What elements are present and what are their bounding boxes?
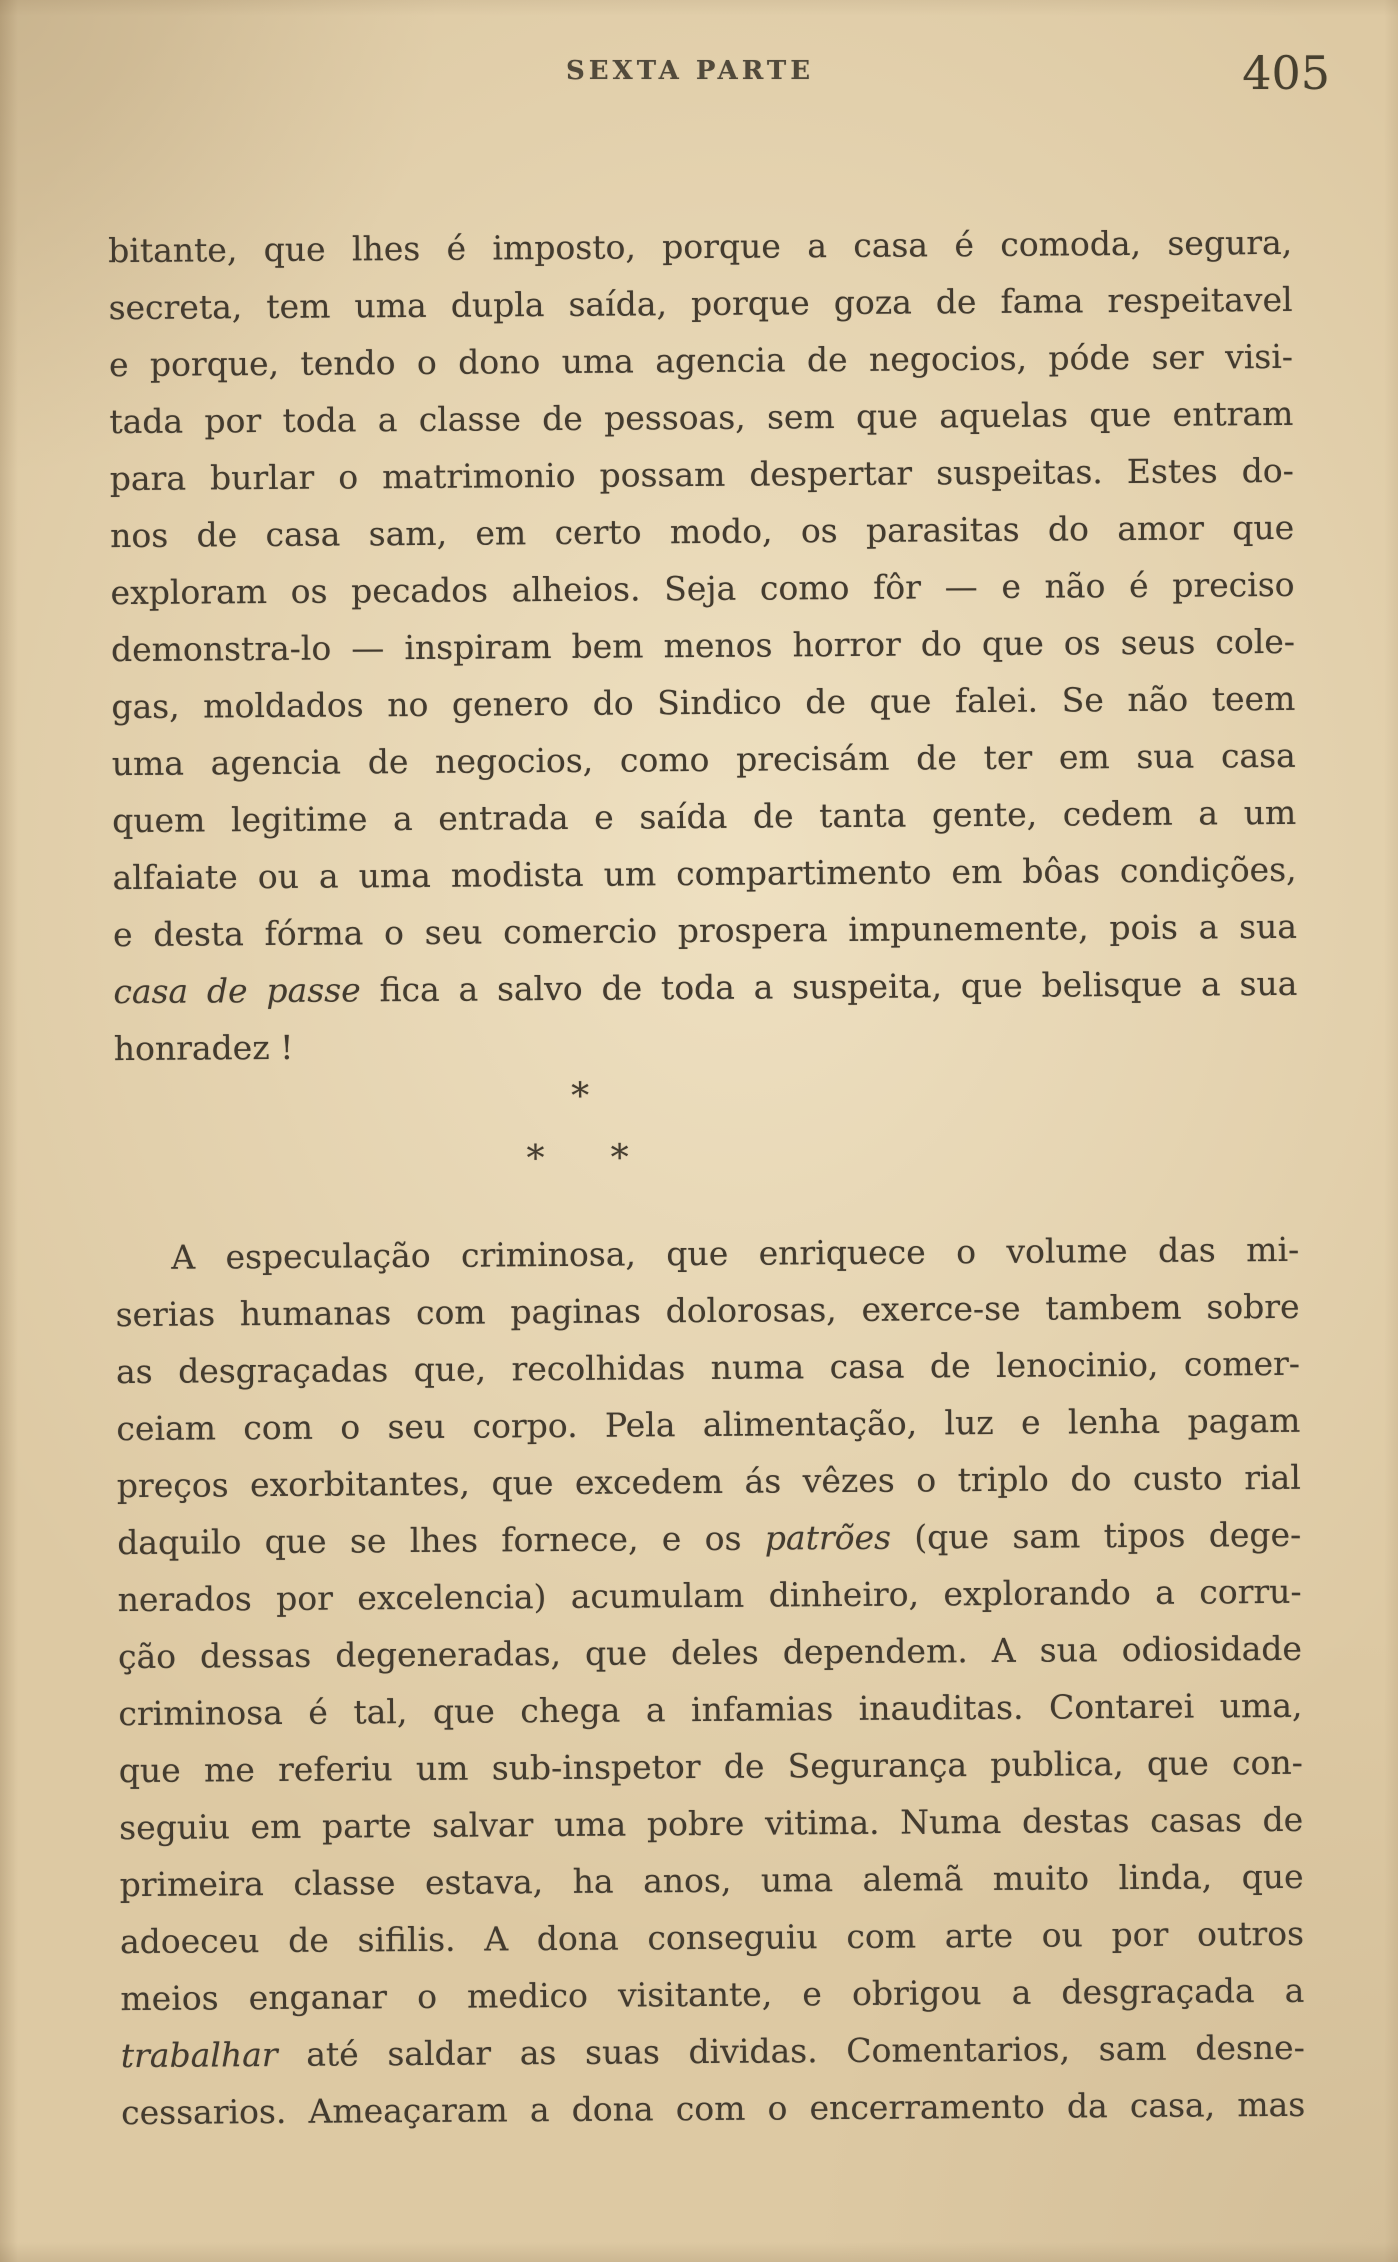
text-line: serias humanas com paginas dolorosas, exerce-se tambem sobre xyxy=(115,1286,1300,1335)
section-title: SEXTA PARTE xyxy=(565,56,815,86)
text-line: secreta, tem uma dupla saída, porque goza de fama respeitavel xyxy=(108,279,1293,328)
text-line: criminosa é tal, que chega a infamias inauditas. Contarei uma, xyxy=(118,1685,1303,1734)
section-separator xyxy=(114,1069,1299,1229)
text-line: A especulação criminosa, que enriquece o volume das mi- xyxy=(171,1229,1300,1277)
page-number: 405 xyxy=(1242,46,1330,100)
text-line: bitante, que lhes é imposto, porque a casa é comoda, segura, xyxy=(108,222,1293,271)
text-line: cessarios. Ameaçaram a dona com o encerramento da casa, mas xyxy=(121,2084,1306,2133)
text-line: tada por toda a classe de pessoas, sem que aquelas que entram xyxy=(109,393,1294,442)
text-line: que me referiu um sub-inspetor de Segurança publica, que con- xyxy=(118,1742,1303,1791)
text-line: meios enganar o medico visitante, e obrigou a desgraçada a xyxy=(120,1970,1305,2019)
text-line: trabalhar até saldar as suas dividas. Comentarios, sam desne- xyxy=(120,2027,1305,2076)
asterisk-ornament: * xyxy=(610,1137,629,1179)
text-line: as desgraçadas que, recolhidas numa casa de lenocinio, comer- xyxy=(115,1343,1301,1392)
text-line: alfaiate ou a uma modista um compartimento em bôas condições, xyxy=(112,849,1297,898)
text-line: quem legitime a entrada e saída de tanta gente, cedem a um xyxy=(112,792,1297,841)
running-header xyxy=(0,0,1398,130)
text-line: demonstra-lo — inspiram bem menos horror do que os seus cole- xyxy=(110,621,1296,670)
asterisk-ornament: * xyxy=(571,1075,590,1117)
page-text-block xyxy=(108,214,1305,2141)
text-line: honradez ! xyxy=(113,1027,294,1069)
text-line: adoeceu de sifilis. A dona conseguiu com arte ou por outros xyxy=(119,1913,1305,1962)
paragraph xyxy=(115,1221,1305,2141)
text-line: preços exorbitantes, que excedem ás vêzes o triplo do custo rial xyxy=(116,1457,1301,1506)
paragraph xyxy=(108,214,1298,1077)
text-line: e desta fórma o seu comercio prospera impunemente, pois a sua xyxy=(112,906,1298,955)
text-line: nerados por excelencia) acumulam dinheiro, explorando a corru- xyxy=(117,1571,1302,1620)
asterisk-ornament: * xyxy=(526,1138,545,1180)
text-line: ceiam com o seu corpo. Pela alimentação, luz e lenha pagam xyxy=(116,1400,1301,1449)
text-line: gas, moldados no genero do Sindico de que falei. Se não teem xyxy=(111,678,1296,727)
text-line: exploram os pecados alheios. Seja como fôr — e não é preciso xyxy=(110,564,1295,613)
text-line: uma agencia de negocios, como precisám de ter em sua casa xyxy=(111,735,1296,784)
text-line: para burlar o matrimonio possam despertar suspeitas. Estes do- xyxy=(109,450,1294,499)
text-line: nos de casa sam, em certo modo, os parasitas do amor que xyxy=(110,507,1295,556)
text-line: daquilo que se lhes fornece, e os patrões (que sam tipos dege- xyxy=(117,1514,1302,1563)
text-line: ção dessas degeneradas, que deles dependem. A sua odiosidade xyxy=(117,1628,1303,1677)
text-line: e porque, tendo o dono uma agencia de negocios, póde ser visi- xyxy=(108,336,1294,385)
text-line: casa de passe fica a salvo de toda a suspeita, que belisque a sua xyxy=(113,963,1298,1012)
text-line: seguiu em parte salvar uma pobre vitima. Numa destas casas de xyxy=(119,1799,1304,1848)
text-line: primeira classe estava, ha anos, uma alemã muito linda, que xyxy=(119,1856,1304,1905)
